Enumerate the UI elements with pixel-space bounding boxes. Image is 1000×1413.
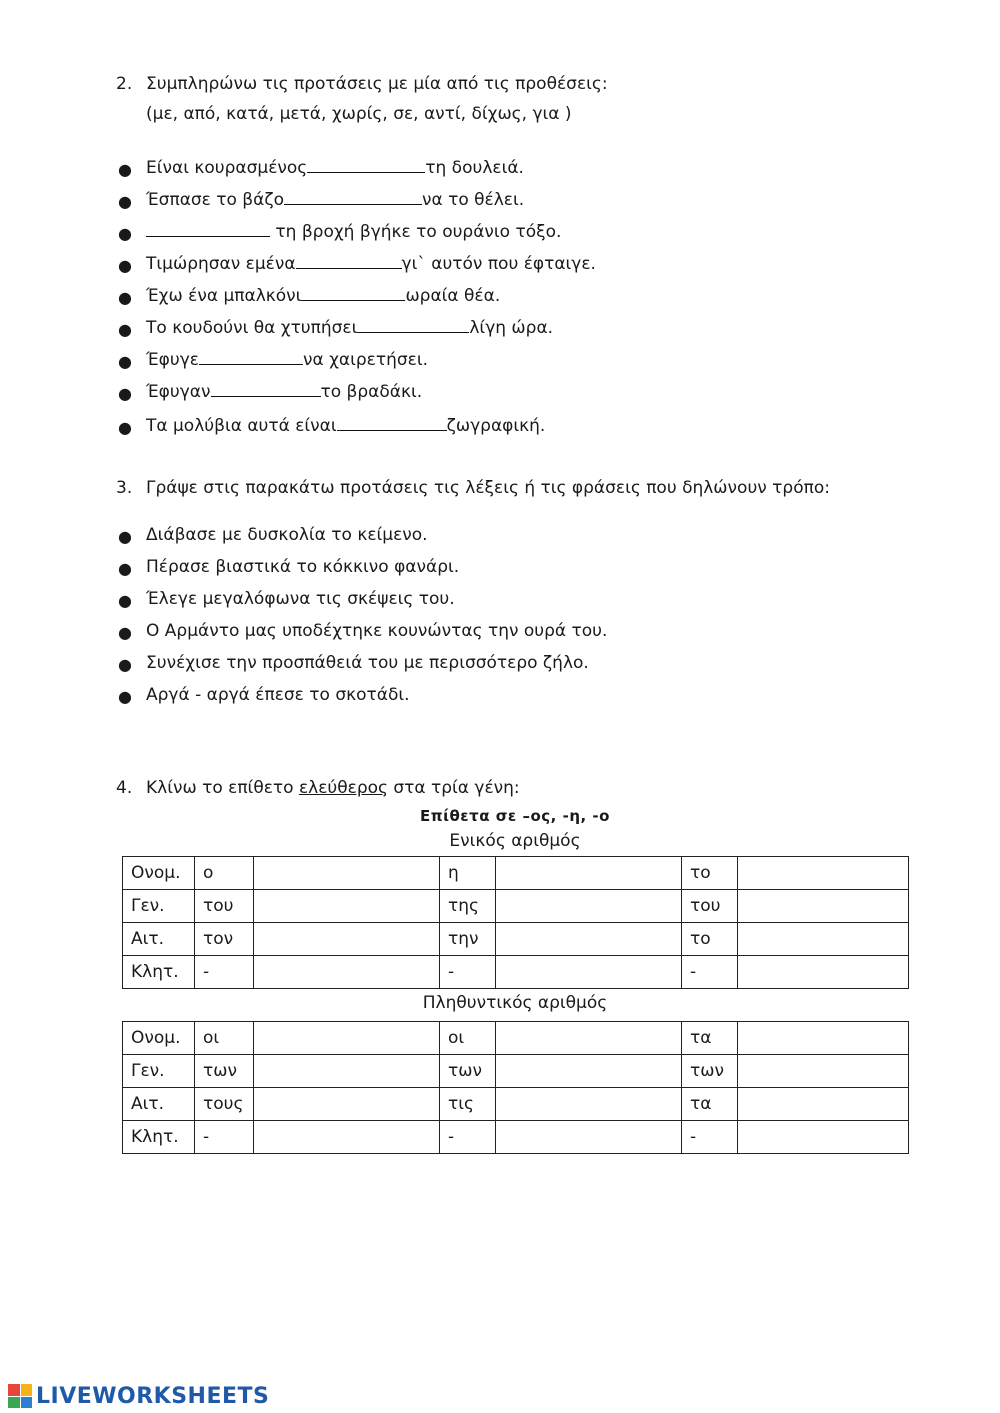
- bullet: ●: [118, 623, 132, 642]
- q2-number: 2.: [116, 74, 133, 94]
- answer-cell-neuter[interactable]: [738, 890, 909, 923]
- q4-instruction-after: στα τρία γένη:: [388, 778, 520, 798]
- answer-cell-masculine[interactable]: [254, 1088, 440, 1121]
- q2-blank-6[interactable]: [357, 318, 469, 333]
- q2-item-5-after: ωραία θέα.: [405, 286, 501, 306]
- q3-item-1[interactable]: Διάβασε με δυσκολία το κείμενο.: [146, 525, 428, 545]
- answer-cell-feminine[interactable]: [496, 890, 682, 923]
- article-feminine: η: [440, 857, 496, 890]
- answer-cell-feminine[interactable]: [496, 1121, 682, 1154]
- singular-title: Ενικός αριθμός: [449, 831, 581, 851]
- article-neuter: τα: [682, 1022, 738, 1055]
- bullet: ●: [118, 384, 132, 403]
- q2-item-6-after: λίγη ώρα.: [469, 318, 554, 338]
- q2-instruction: Συμπληρώνω τις προτάσεις με μία από τις προθέσεις:: [146, 74, 608, 94]
- article-neuter: το: [682, 857, 738, 890]
- q2-blank-7[interactable]: [199, 350, 303, 365]
- table-row: [123, 1022, 909, 1055]
- q3-number: 3.: [116, 478, 133, 498]
- q2-blank-2[interactable]: [284, 190, 422, 205]
- q2-item-8: [146, 382, 422, 402]
- case-label: Κλητ.: [123, 1121, 195, 1154]
- case-label: Αιτ.: [123, 1088, 195, 1121]
- article-feminine: των: [440, 1055, 496, 1088]
- bullet: ●: [118, 192, 132, 211]
- logo-grid-icon: [8, 1384, 32, 1408]
- answer-cell-neuter[interactable]: [738, 956, 909, 989]
- answer-cell-neuter[interactable]: [738, 923, 909, 956]
- answer-cell-neuter[interactable]: [738, 1121, 909, 1154]
- answer-cell-masculine[interactable]: [254, 1055, 440, 1088]
- table-row: [123, 1088, 909, 1121]
- case-label: Ονομ.: [123, 1022, 195, 1055]
- article-feminine: -: [440, 1121, 496, 1154]
- q2-item-4: [146, 254, 596, 274]
- q2-blank-9[interactable]: [337, 416, 447, 431]
- q2-options: (με, από, κατά, μετά, χωρίς, σε, αντί, δίχως, για ): [146, 104, 572, 124]
- q3-item-5[interactable]: Συνέχισε την προσπάθειά του με περισσότερο ζήλο.: [146, 653, 589, 673]
- plural-table: [122, 1021, 909, 1154]
- q3-item-2[interactable]: Πέρασε βιαστικά το κόκκινο φανάρι.: [146, 557, 460, 577]
- q4-keyword: ελεύθερος: [298, 778, 388, 798]
- article-neuter: -: [682, 956, 738, 989]
- case-label: Γεν.: [123, 1055, 195, 1088]
- answer-cell-neuter[interactable]: [738, 1088, 909, 1121]
- q2-blank-4[interactable]: [296, 254, 402, 269]
- table-row: [123, 956, 909, 989]
- q2-item-9-before: Τα μολύβια αυτά είναι: [146, 416, 337, 436]
- q2-item-1: [146, 158, 524, 178]
- answer-cell-feminine[interactable]: [496, 1055, 682, 1088]
- answer-cell-neuter[interactable]: [738, 1022, 909, 1055]
- q4-instruction: [146, 778, 520, 798]
- bullet: ●: [118, 224, 132, 243]
- q4-instruction-before: Κλίνω το επίθετο: [146, 778, 299, 798]
- answer-cell-neuter[interactable]: [738, 857, 909, 890]
- article-masculine: -: [195, 956, 254, 989]
- liveworksheets-logo: [8, 1379, 269, 1413]
- bullet: ●: [118, 352, 132, 371]
- bullet: ●: [118, 559, 132, 578]
- answer-cell-masculine[interactable]: [254, 857, 440, 890]
- article-neuter: του: [682, 890, 738, 923]
- bullet: ●: [118, 687, 132, 706]
- article-masculine: τους: [195, 1088, 254, 1121]
- article-feminine: τις: [440, 1088, 496, 1121]
- q2-item-2-after: να το θέλει.: [422, 190, 525, 210]
- q2-item-1-after: τη δουλειά.: [425, 158, 524, 178]
- q2-item-7: [146, 350, 428, 370]
- article-neuter: το: [682, 923, 738, 956]
- table-row: [123, 1121, 909, 1154]
- answer-cell-masculine[interactable]: [254, 956, 440, 989]
- bullet: ●: [118, 288, 132, 307]
- article-masculine: τον: [195, 923, 254, 956]
- article-neuter: τα: [682, 1088, 738, 1121]
- answer-cell-feminine[interactable]: [496, 1088, 682, 1121]
- q2-item-8-after: το βραδάκι.: [320, 382, 423, 402]
- answer-cell-masculine[interactable]: [254, 923, 440, 956]
- bullet: ●: [118, 591, 132, 610]
- article-masculine: ο: [195, 857, 254, 890]
- q2-item-5: [146, 286, 500, 306]
- case-label: Γεν.: [123, 890, 195, 923]
- case-label: Αιτ.: [123, 923, 195, 956]
- case-label: Ονομ.: [123, 857, 195, 890]
- q2-item-4-after: γι` αυτόν που έφταιγε.: [401, 254, 596, 274]
- bullet: ●: [118, 418, 132, 437]
- q2-blank-1[interactable]: [307, 158, 425, 173]
- bullet: ●: [118, 655, 132, 674]
- article-feminine: της: [440, 890, 496, 923]
- q2-item-9-after: ζωγραφική.: [446, 416, 546, 436]
- answer-cell-feminine[interactable]: [496, 1022, 682, 1055]
- bullet: ●: [118, 256, 132, 275]
- article-feminine: οι: [440, 1022, 496, 1055]
- q2-item-3-after: τη βροχή βγήκε το ουράνιο τόξο.: [270, 222, 562, 242]
- article-neuter: των: [682, 1055, 738, 1088]
- q3-instruction: Γράψε στις παρακάτω προτάσεις τις λέξεις ή τις φράσεις που δηλώνουν τρόπο:: [146, 478, 830, 498]
- article-feminine: την: [440, 923, 496, 956]
- q4-number: 4.: [116, 778, 133, 798]
- article-neuter: -: [682, 1121, 738, 1154]
- answer-cell-feminine[interactable]: [496, 923, 682, 956]
- q2-item-3: [146, 222, 561, 242]
- bullet: ●: [118, 320, 132, 339]
- q2-item-4-before: Τιμώρησαν εμένα: [146, 254, 296, 274]
- answer-cell-feminine[interactable]: [496, 956, 682, 989]
- q2-blank-8[interactable]: [211, 382, 321, 397]
- q4-heading: Επίθετα σε –ος, -η, -ο: [420, 807, 610, 825]
- q2-blank-5[interactable]: [301, 286, 405, 301]
- bullet: ●: [118, 160, 132, 179]
- q2-item-7-before: Έφυγε: [146, 350, 199, 370]
- q2-item-2: [146, 190, 524, 210]
- table-row: [123, 890, 909, 923]
- answer-cell-feminine[interactable]: [496, 857, 682, 890]
- table-row: [123, 923, 909, 956]
- article-masculine: οι: [195, 1022, 254, 1055]
- article-feminine: -: [440, 956, 496, 989]
- q2-item-6: [146, 318, 553, 338]
- q3-item-3[interactable]: Έλεγε μεγαλόφωνα τις σκέψεις του.: [146, 589, 455, 609]
- table-row: [123, 857, 909, 890]
- q3-item-4[interactable]: Ο Αρμάντο μας υποδέχτηκε κουνώντας την ουρά του.: [146, 621, 608, 641]
- q2-item-5-before: Έχω ένα μπαλκόνι: [146, 286, 302, 306]
- q2-item-9: [146, 416, 545, 436]
- q2-item-2-before: Έσπασε το βάζο: [146, 190, 285, 210]
- case-label: Κλητ.: [123, 956, 195, 989]
- answer-cell-masculine[interactable]: [254, 1022, 440, 1055]
- plural-title: Πληθυντικός αριθμός: [422, 993, 608, 1013]
- answer-cell-masculine[interactable]: [254, 1121, 440, 1154]
- article-masculine: -: [195, 1121, 254, 1154]
- article-masculine: του: [195, 890, 254, 923]
- logo-text: LIVEWORKSHEETS: [36, 1383, 270, 1409]
- table-row: [123, 1055, 909, 1088]
- q2-item-8-before: Έφυγαν: [146, 382, 211, 402]
- bullet: ●: [118, 527, 132, 546]
- q3-item-6[interactable]: Αργά - αργά έπεσε το σκοτάδι.: [146, 685, 410, 705]
- answer-cell-neuter[interactable]: [738, 1055, 909, 1088]
- q2-blank-3[interactable]: [146, 222, 270, 237]
- answer-cell-masculine[interactable]: [254, 890, 440, 923]
- q2-item-6-before: Το κουδούνι θα χτυπήσει: [146, 318, 358, 338]
- q2-item-7-after: να χαιρετήσει.: [302, 350, 428, 370]
- article-masculine: των: [195, 1055, 254, 1088]
- q2-item-1-before: Είναι κουρασμένος: [146, 158, 308, 178]
- singular-table: [122, 856, 909, 989]
